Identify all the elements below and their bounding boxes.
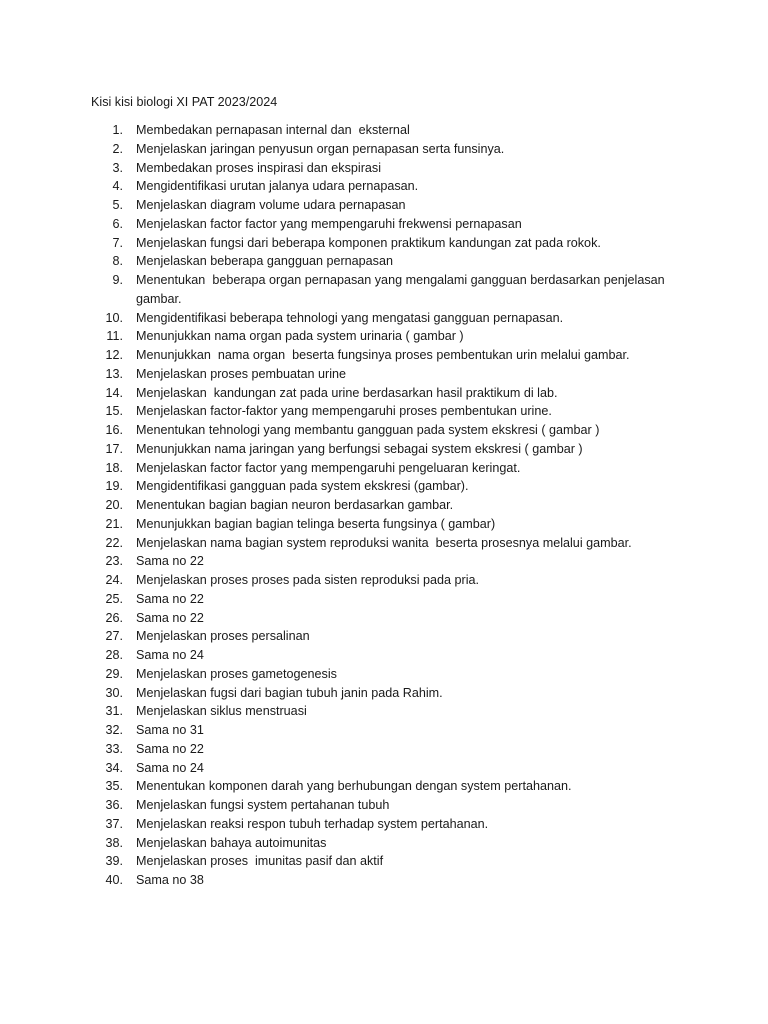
list-item <box>0 665 768 684</box>
list-item <box>0 365 768 384</box>
list-item-number: 1. <box>112 123 123 137</box>
list-item <box>0 234 768 253</box>
list-item-number: 26. <box>105 610 123 625</box>
list-item-text: Membedakan pernapasan internal dan eksternal <box>136 123 410 137</box>
list-item-text: Sama no 38 <box>136 873 204 887</box>
list-item-number: 12. <box>105 348 123 362</box>
list-item <box>0 815 768 834</box>
list-item-text: Menunjukkan bagian bagian telinga beserta fungsinya ( gambar) <box>136 516 496 531</box>
numbered-list <box>0 121 768 890</box>
list-item <box>0 440 768 459</box>
list-item <box>0 590 768 609</box>
list-item-number: 37. <box>105 816 123 831</box>
list-item <box>0 252 768 271</box>
list-item-number: 2. <box>112 141 123 156</box>
list-item-number: 19. <box>105 479 123 494</box>
list-item-text: Sama no 22 <box>136 610 204 625</box>
list-item <box>0 140 768 159</box>
list-item-text: Menjelaskan jaringan penyusun organ pernapasan serta funsinya. <box>136 141 505 156</box>
list-item-text: Menjelaskan proses proses pada sisten reproduksi pada pria. <box>136 573 480 587</box>
list-item-number: 22. <box>105 535 123 550</box>
list-item-text: Menjelaskan proses persalinan <box>136 629 310 644</box>
list-item <box>0 215 768 234</box>
list-item-number: 32. <box>105 723 123 737</box>
list-item-text: Mengidentifikasi urutan jalanya udara pernapasan. <box>136 179 419 194</box>
list-item-text: Menjelaskan nama bagian system reproduksi wanita beserta prosesnya melalui gambar. <box>136 535 632 550</box>
list-item-number: 3. <box>112 160 123 175</box>
list-item-text: Menjelaskan kandungan zat pada urine berdasarkan hasil praktikum di lab. <box>136 385 558 400</box>
list-item-text: Menentukan bagian bagian neuron berdasarkan gambar. <box>136 498 454 512</box>
list-item-number: 6. <box>112 216 123 231</box>
list-item <box>0 121 768 140</box>
list-item-text: Menentukan tehnologi yang membantu gangguan pada system ekskresi ( gambar ) <box>136 423 600 437</box>
list-item-number: 17. <box>105 441 123 456</box>
document-title: Kisi kisi biologi XI PAT 2023/2024 <box>91 95 278 109</box>
list-item <box>0 552 768 571</box>
list-item-number: 25. <box>105 591 123 606</box>
list-item-text: Menjelaskan fugsi dari bagian tubuh janin pada Rahim. <box>136 685 443 700</box>
list-item-number: 39. <box>105 854 123 869</box>
list-item <box>0 684 768 703</box>
list-item <box>0 327 768 346</box>
list-item <box>0 871 768 890</box>
list-item-text: Menjelaskan factor-faktor yang mempengaruhi proses pembentukan urine. <box>136 404 552 419</box>
list-item-text: Sama no 31 <box>136 723 204 737</box>
list-item-number: 35. <box>105 779 123 794</box>
list-item <box>0 740 768 759</box>
list-item-text: Menjelaskan beberapa gangguan pernapasan <box>136 254 393 269</box>
list-item-text: Menjelaskan fungsi system pertahanan tubuh <box>136 798 390 812</box>
list-item-number: 28. <box>105 648 123 662</box>
list-item-number: 23. <box>105 554 123 569</box>
list-item-number: 27. <box>105 629 123 644</box>
list-item-text: Menunjukkan nama jaringan yang berfungsi sebagai system ekskresi ( gambar ) <box>136 441 583 456</box>
list-item-number: 36. <box>105 798 123 812</box>
list-item-text: Menjelaskan fungsi dari beberapa komponen praktikum kandungan zat pada rokok. <box>136 235 601 250</box>
list-item <box>0 459 768 478</box>
list-item <box>0 646 768 665</box>
list-item <box>0 515 768 534</box>
list-item <box>0 777 768 796</box>
list-item <box>0 796 768 815</box>
list-item <box>0 834 768 853</box>
list-item-number: 8. <box>112 254 123 269</box>
list-item <box>0 571 768 590</box>
list-item <box>0 609 768 628</box>
list-item-number: 15. <box>105 404 123 419</box>
list-item <box>0 477 768 496</box>
list-item-number: 10. <box>105 310 123 325</box>
list-item-text: Menjelaskan proses pembuatan urine <box>136 366 347 381</box>
list-item-number: 7. <box>112 235 123 250</box>
list-item-text: Sama no 22 <box>136 591 204 606</box>
list-item-number: 40. <box>105 873 123 887</box>
list-item-text: Menunjukkan nama organ pada system urinaria ( gambar ) <box>136 329 464 344</box>
list-item <box>0 534 768 553</box>
list-item <box>0 309 768 328</box>
list-item <box>0 271 768 309</box>
list-item-number: 13. <box>105 366 123 381</box>
list-item <box>0 346 768 365</box>
list-item <box>0 852 768 871</box>
list-item-number: 4. <box>112 179 123 194</box>
list-item <box>0 177 768 196</box>
list-item-text: Menjelaskan siklus menstruasi <box>136 704 307 719</box>
list-item <box>0 721 768 740</box>
list-item-text: Menunjukkan nama organ beserta fungsinya proses pembentukan urin melalui gambar. <box>136 348 630 362</box>
list-item-text: Membedakan proses inspirasi dan ekspirasi <box>136 160 382 175</box>
list-item <box>0 421 768 440</box>
list-item-number: 11. <box>106 329 123 344</box>
list-item <box>0 159 768 178</box>
list-item-number: 5. <box>112 198 123 212</box>
list-item-number: 21. <box>105 516 123 531</box>
list-item-text: Mengidentifikasi gangguan pada system ekskresi (gambar). <box>136 479 469 494</box>
list-item-number: 24. <box>105 573 123 587</box>
list-item-text: Sama no 22 <box>136 554 204 569</box>
list-item-text: Menjelaskan proses imunitas pasif dan aktif <box>136 854 384 869</box>
list-item-number: 16. <box>105 423 123 437</box>
list-item-text: Menjelaskan bahaya autoimunitas <box>136 835 327 850</box>
list-item-text: Menentukan beberapa organ pernapasan yang mengalami gangguan berdasarkan penjelasan gambar. <box>136 273 665 306</box>
list-item-text: Menjelaskan factor factor yang mempengaruhi frekwensi pernapasan <box>136 216 522 231</box>
list-item <box>0 402 768 421</box>
list-item-number: 9. <box>112 273 123 287</box>
list-item-number: 34. <box>105 760 123 775</box>
list-item <box>0 196 768 215</box>
list-item-text: Mengidentifikasi beberapa tehnologi yang mengatasi gangguan pernapasan. <box>136 310 564 325</box>
list-item-text: Menjelaskan factor factor yang mempengaruhi pengeluaran keringat. <box>136 460 521 475</box>
list-item-text: Sama no 24 <box>136 760 204 775</box>
list-item-text: Sama no 22 <box>136 741 204 756</box>
list-item <box>0 627 768 646</box>
list-item-text: Menentukan komponen darah yang berhubungan dengan system pertahanan. <box>136 779 572 794</box>
list-item-text: Menjelaskan diagram volume udara pernapasan <box>136 198 406 212</box>
list-item-number: 29. <box>105 666 123 681</box>
list-item-number: 30. <box>105 685 123 700</box>
list-item-number: 14. <box>105 385 123 400</box>
list-item <box>0 702 768 721</box>
list-item <box>0 496 768 515</box>
list-item-number: 20. <box>105 498 123 512</box>
list-item-number: 33. <box>105 741 123 756</box>
list-item-text: Menjelaskan reaksi respon tubuh terhadap system pertahanan. <box>136 816 489 831</box>
list-item-text: Menjelaskan proses gametogenesis <box>136 666 337 681</box>
list-item-number: 31. <box>105 704 123 719</box>
list-item-number: 38. <box>105 835 123 850</box>
list-item-number: 18. <box>105 460 123 475</box>
list-item <box>0 384 768 403</box>
list-item-text: Sama no 24 <box>136 648 204 662</box>
list-item <box>0 759 768 778</box>
